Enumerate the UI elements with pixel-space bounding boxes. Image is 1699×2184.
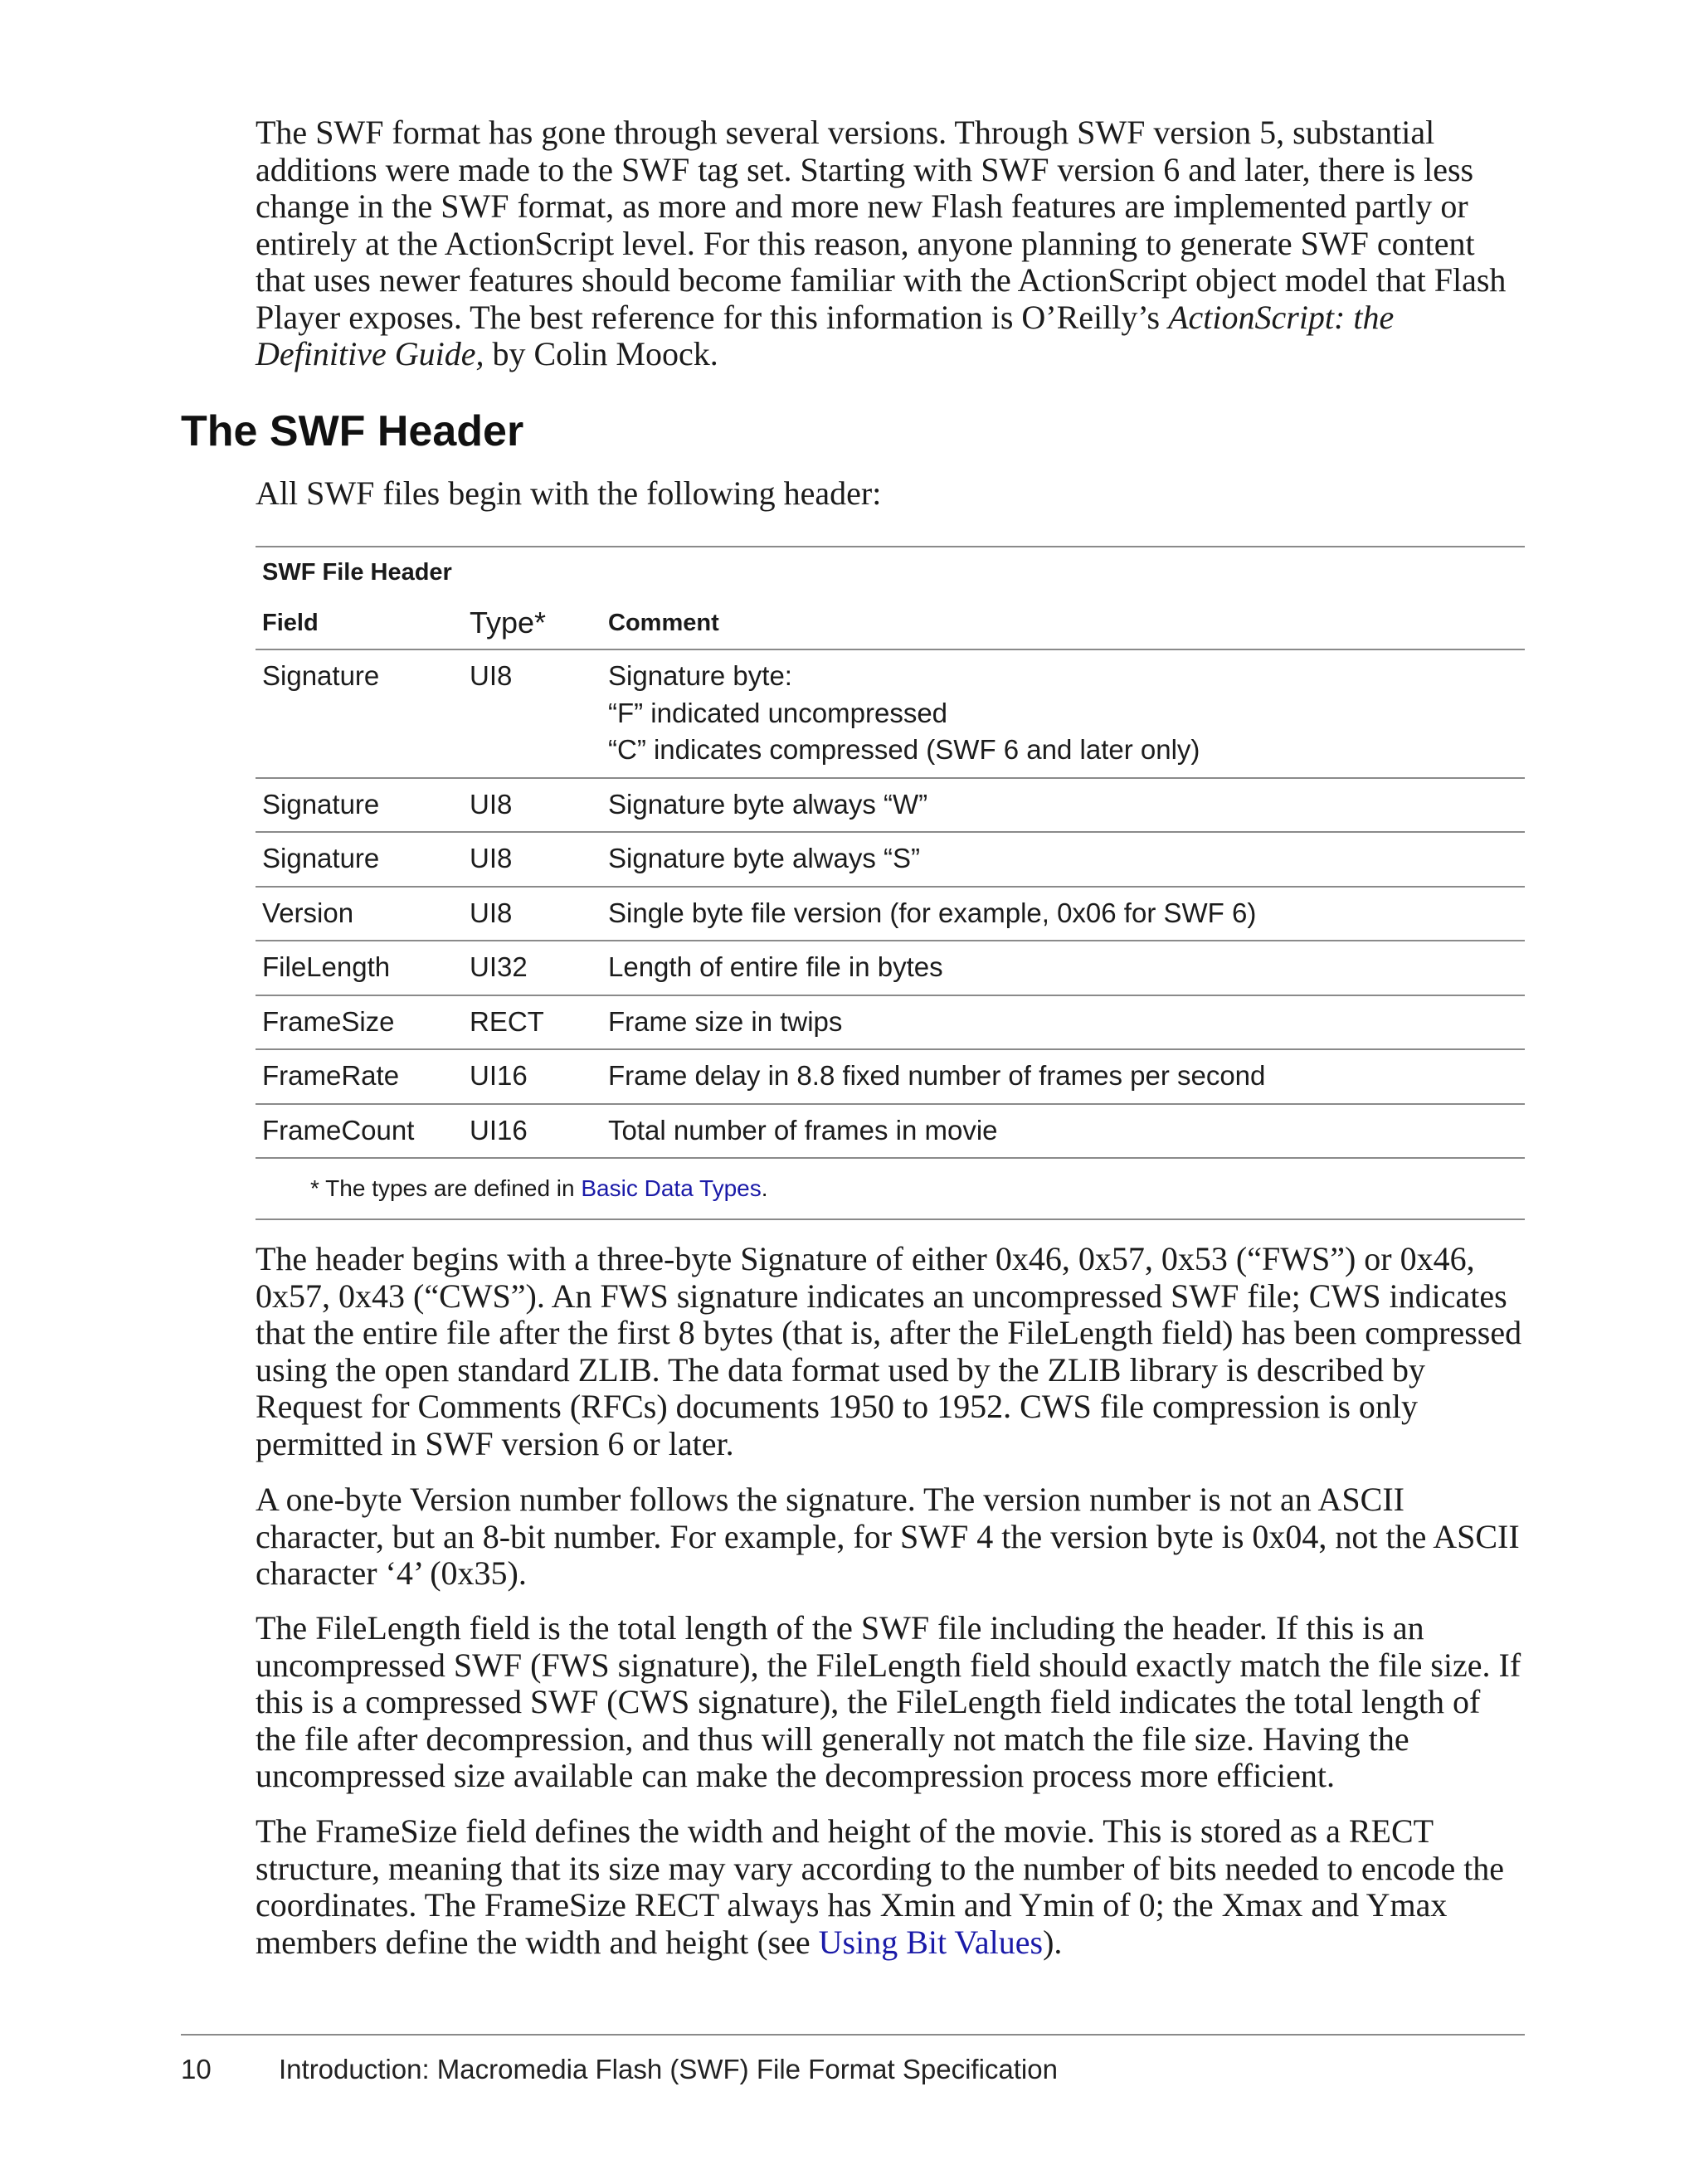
table-row — [256, 1105, 1525, 1160]
cell-type: UI8 — [470, 897, 513, 928]
last-paragraph-text: The FrameSize field defines the width and height of the movie. This is stored as a RECT structure, meaning that its size may vary according to the number of bits needed to encode the coordinates. The FrameSize RECT always has Xmin and Ymin of 0; the Xmax and Ymax members define the width and height (see — [256, 1812, 1505, 1961]
section-heading: The SWF Header — [181, 407, 524, 455]
table-row — [256, 996, 1525, 1051]
comment-line: Total number of frames in movie — [608, 1114, 998, 1146]
table-note — [256, 1159, 1525, 1220]
cell-comment — [608, 658, 1525, 769]
cell-field: FrameCount — [262, 1114, 415, 1146]
cell-type: UI16 — [470, 1060, 528, 1091]
column-header-comment: Comment — [608, 609, 719, 636]
comment-line: Length of entire file in bytes — [608, 951, 943, 982]
cell-comment — [608, 1058, 1525, 1095]
footer-title: Introduction: Macromedia Flash (SWF) File Format Specification — [279, 2054, 1058, 2084]
cell-field: Signature — [262, 660, 380, 691]
intro-text: The SWF format has gone through several versions. Through SWF version 5, substantial additions were made to the SWF tag set. Starting with SWF version 6 and later, there is less change in the SWF format, as more and more new Flash features are implemented partly or entirely at the ActionScript level. For this reason, anyone planning to generate SWF content that uses newer features should become familiar with the ActionScript object model that Flash Player exposes. The best reference for this information is O’Reilly’s — [256, 114, 1507, 336]
body-paragraph: A one-byte Version number follows the signature. The version number is not an ASCII character, but an 8-bit number. For example, for SWF 4 the version byte is 0x04, not the ASCII character ‘4’ (0x35). — [256, 1481, 1520, 1592]
table-note-text: * The types are defined in — [310, 1175, 582, 1201]
basic-data-types-link[interactable]: Basic Data Types — [581, 1175, 762, 1201]
comment-line: Signature byte always “S” — [608, 843, 921, 873]
table-row — [256, 888, 1525, 942]
footer-rule — [181, 2034, 1525, 2036]
comment-line: “C” indicates compressed (SWF 6 and later only) — [608, 734, 1200, 765]
body-paragraph: The FileLength field is the total length of the SWF file including the header. If this is an uncompressed SWF (FWS signature), the FileLength field should exactly match the file size. If this is a compressed SWF (CWS signature), the FileLength field indicates the total length of the file after decompression, and thus will generally not match the file size. Having the uncompressed size available can make the decompression process more efficient. — [256, 1609, 1521, 1794]
cell-field: Version — [262, 897, 354, 928]
cell-type: UI32 — [470, 951, 528, 982]
body-paragraph-last — [256, 1813, 1525, 1961]
last-paragraph-suffix: ). — [1043, 1923, 1063, 1961]
column-header-type: Type* — [470, 606, 547, 640]
table-row — [256, 1050, 1525, 1105]
comment-line: “F” indicated uncompressed — [608, 697, 948, 728]
cell-comment — [608, 1112, 1525, 1150]
swf-header-table — [256, 546, 1525, 1220]
cell-comment — [608, 786, 1525, 824]
header-intro: All SWF files begin with the following header: — [256, 474, 882, 512]
intro-paragraph — [256, 114, 1525, 373]
cell-comment — [608, 1004, 1525, 1041]
body-paragraph: The header begins with a three-byte Signature of either 0x46, 0x57, 0x53 (“FWS”) or 0x46, 0x57, 0x43 (“CWS”). An FWS signature indicates an uncompressed SWF file; CWS indicates that the entire file after the first 8 bytes (that is, after the FileLength field) has been compressed using the open standard ZLIB. The data format used by the ZLIB library is described by Request for Comments (RFCs) documents 1950 to 1952. CWS file compression is only permitted in SWF version 6 or later. — [256, 1240, 1522, 1462]
cell-type: UI8 — [470, 660, 513, 691]
cell-comment — [608, 949, 1525, 986]
table-row — [256, 833, 1525, 888]
page-number: 10 — [181, 2054, 212, 2084]
comment-line: Single byte file version (for example, 0x06 for SWF 6) — [608, 897, 1257, 928]
table-row — [256, 650, 1525, 779]
book-title: ActionScript: the Definitive Guide, — [256, 298, 1395, 372]
cell-field: Signature — [262, 843, 380, 873]
cell-field: FrameSize — [262, 1005, 395, 1037]
cell-comment — [608, 840, 1525, 878]
cell-type: UI8 — [470, 843, 513, 873]
intro-text-end: by Colin Moock. — [484, 335, 718, 372]
comment-line: Frame size in twips — [608, 1005, 843, 1037]
comment-line: Signature byte: — [608, 660, 792, 691]
cell-comment — [608, 895, 1525, 932]
using-bit-values-link[interactable]: Using Bit Values — [818, 1923, 1044, 1961]
column-header-field: Field — [262, 609, 319, 636]
table-row — [256, 779, 1525, 834]
table-title: SWF File Header — [262, 559, 452, 586]
comment-line: Frame delay in 8.8 fixed number of frames per second — [608, 1060, 1266, 1091]
cell-field: Signature — [262, 788, 380, 820]
table-note-suffix: . — [761, 1175, 768, 1201]
table-row — [256, 941, 1525, 996]
cell-field: FileLength — [262, 951, 391, 982]
table-header-row — [256, 597, 1525, 650]
cell-field: FrameRate — [262, 1060, 400, 1091]
cell-type: RECT — [470, 1005, 544, 1037]
table-body — [256, 650, 1525, 1159]
cell-type: UI16 — [470, 1114, 528, 1146]
cell-type: UI8 — [470, 788, 513, 820]
comment-line: Signature byte always “W” — [608, 788, 928, 820]
